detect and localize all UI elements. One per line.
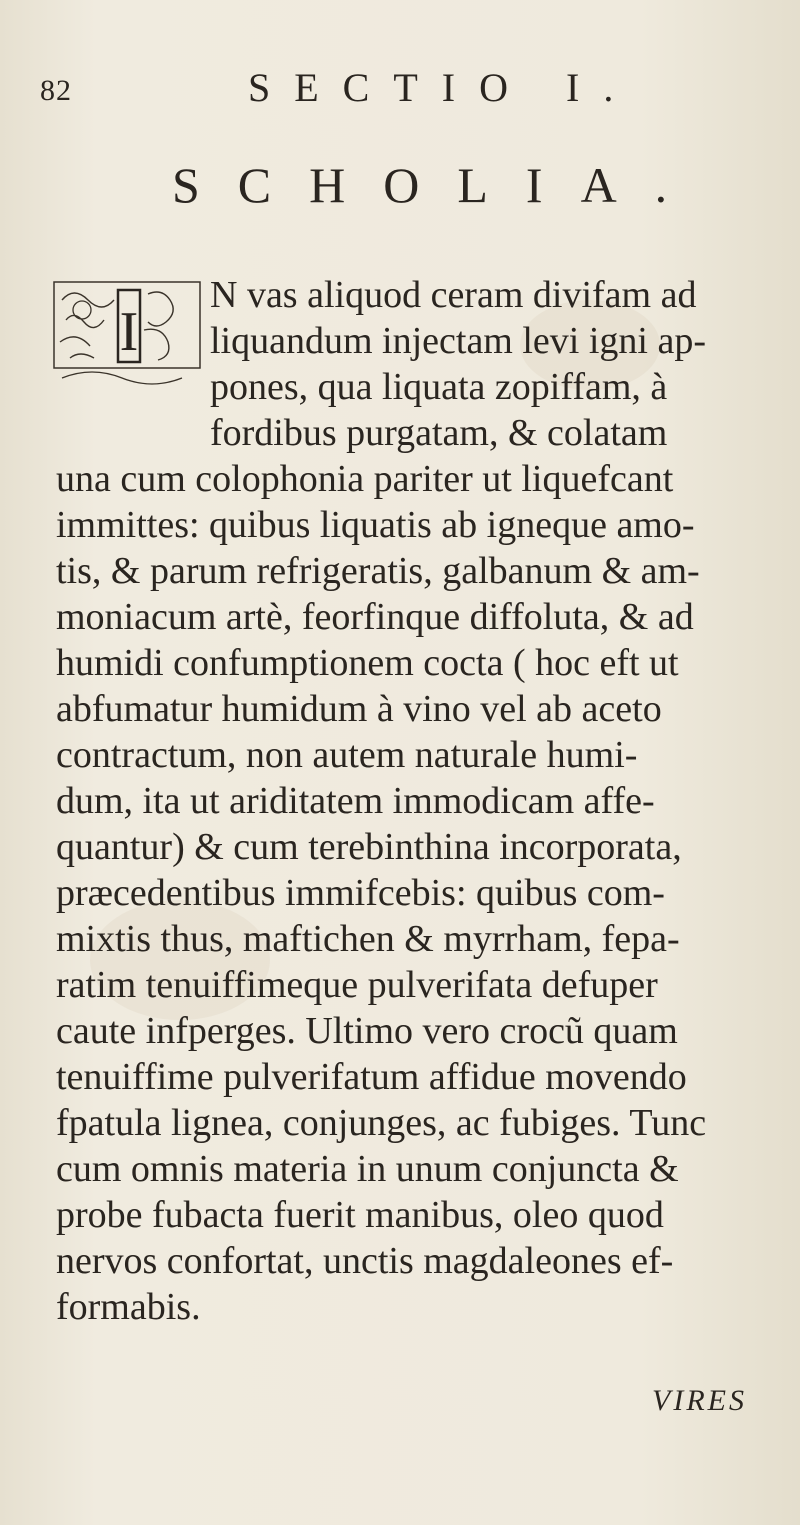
text-line: quantur) & cum terebinthina incorporata,	[56, 826, 682, 868]
text-line: immittes: quibus liquatis ab igneque amo-	[56, 504, 695, 546]
text-line: probe fubacta fuerit manibus, oleo quod	[56, 1194, 664, 1236]
text-line: N vas aliquod ceram divifam ad	[210, 274, 697, 316]
running-head: SECTIO I.	[248, 65, 638, 110]
drop-initial-letter: I	[119, 301, 139, 363]
text-line: una cum colophonia pariter ut liquefcant	[56, 458, 674, 500]
text-line: cum omnis materia in unum conjuncta &	[56, 1148, 679, 1190]
text-line: ratim tenuiffimeque pulverifata defuper	[56, 964, 658, 1006]
text-line: tenuiffime pulverifatum affidue movendo	[56, 1056, 687, 1098]
text-line: humidi confumptionem cocta ( hoc eft ut	[56, 642, 679, 684]
text-line: fordibus purgatam, & colatam	[210, 412, 668, 454]
text-line: præcedentibus immifcebis: quibus com-	[56, 872, 665, 914]
text-line: contractum, non autem naturale humi-	[56, 734, 638, 776]
section-title: SCHOLIA.	[172, 157, 706, 213]
text-line: dum, ita ut ariditatem immodicam affe-	[56, 780, 655, 822]
text-line: liquandum injectam levi igni ap-	[210, 320, 706, 362]
decorated-initial-icon	[52, 280, 202, 392]
page-number: 82	[40, 74, 72, 107]
text-line: nervos confortat, unctis magdaleones ef-	[56, 1240, 674, 1282]
catchword: VIRES	[652, 1384, 747, 1417]
text-line: formabis.	[56, 1286, 201, 1328]
text-line: abfumatur humidum à vino vel ab aceto	[56, 688, 662, 730]
text-line: pones, qua liquata zopiffam, à	[210, 366, 668, 408]
text-line: fpatula lignea, conjunges, ac fubiges. Tunc	[56, 1102, 707, 1144]
text-line: tis, & parum refrigeratis, galbanum & am-	[56, 550, 700, 592]
text-line: caute infperges. Ultimo vero crocũ quam	[56, 1010, 678, 1052]
text-line: mixtis thus, maftichen & myrrham, fepa-	[56, 918, 680, 960]
text-line: moniacum artè, feorfinque diffoluta, & ad	[56, 596, 694, 638]
